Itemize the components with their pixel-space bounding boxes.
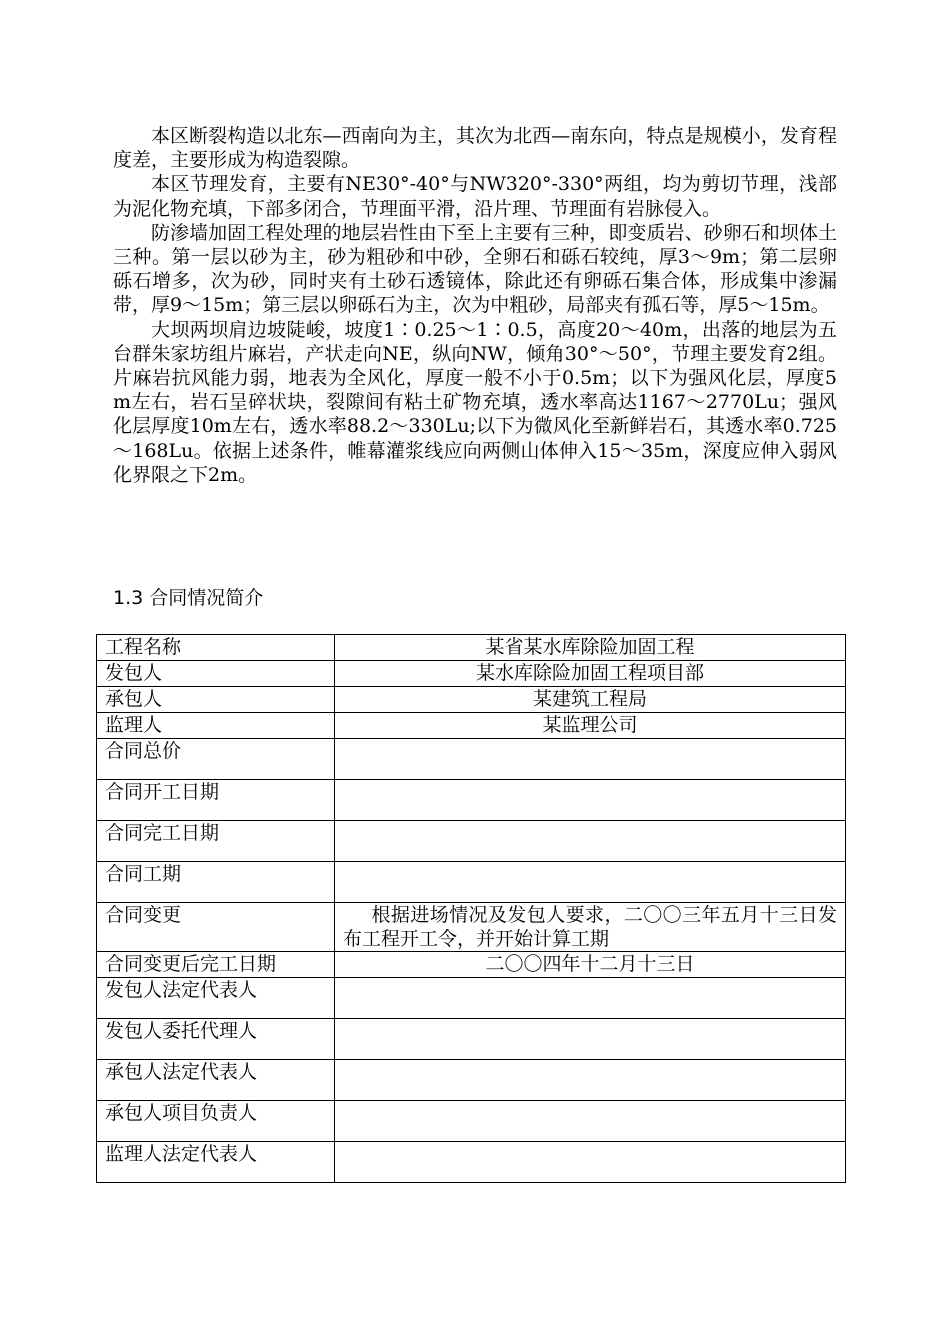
paragraph-faults: 本区断裂构造以北东—西南向为主，其次为北西—南东向，特点是规模小，发育程度差，主要形成为构造裂隙。: [113, 125, 837, 172]
row-value: [335, 978, 846, 1019]
table-row: [97, 739, 846, 780]
table-row: [97, 821, 846, 862]
row-label: 合同开工日期: [97, 780, 335, 821]
table-row: [97, 713, 846, 739]
table-row: [97, 903, 846, 952]
row-value: 某水库除险加固工程项目部: [335, 661, 846, 687]
row-label: 发包人: [97, 661, 335, 687]
row-value: 某建筑工程局: [335, 687, 846, 713]
row-label: 合同总价: [97, 739, 335, 780]
row-value: [335, 739, 846, 780]
row-label: 承包人: [97, 687, 335, 713]
row-value: 根据进场情况及发包人要求，二〇〇三年五月十三日发布工程开工令，并开始计算工期: [335, 903, 846, 952]
row-label: 承包人项目负责人: [97, 1101, 335, 1142]
row-value: [335, 1101, 846, 1142]
row-label: 承包人法定代表人: [97, 1060, 335, 1101]
row-value: [335, 1060, 846, 1101]
row-label: 工程名称: [97, 635, 335, 661]
table-row: [97, 978, 846, 1019]
paragraph-strata: 防渗墙加固工程处理的地层岩性由下至上主要有三种，即变质岩、砂卵石和坝体土三种。第一层以砂为主，砂为粗砂和中砂，全卵石和砾石较纯，厚3～9m；第二层卵砾石增多，次为砂，同时夹有土砂石透镜体，除此还有卵砾石集合体，形成集中渗漏带，厚9～15m；第三层以卵砾石为主，次为中粗砂，局部夹有孤石等，厚5～15m。: [113, 221, 837, 317]
row-label: 合同变更后完工日期: [97, 952, 335, 978]
table-row: [97, 1101, 846, 1142]
row-label: 监理人: [97, 713, 335, 739]
row-value: [335, 1019, 846, 1060]
table-row: [97, 1142, 846, 1183]
table-row: [97, 780, 846, 821]
row-value: 二〇〇四年十二月十三日: [335, 952, 846, 978]
row-label: 合同工期: [97, 862, 335, 903]
table-row: [97, 635, 846, 661]
row-value: [335, 821, 846, 862]
paragraph-slopes: 大坝两坝肩边坡陡峻，坡度1∶0.25～1∶0.5，高度20～40m，出落的地层为五台群朱家坊组片麻岩，产状走向NE，纵向NW，倾角30°～50°，节理主要发育2组。片麻岩抗风能力弱，地表为全风化，厚度一般不小于0.5m；以下为强风化层，厚度5m左右，岩石呈碎状块，裂隙间有粘土矿物充填，透水率高达1167～2770Lu；强风化层厚度10m左右，透水率88.2～330Lu;以下为微风化至新鲜岩石，其透水率0.725～168Lu。依据上述条件，帷幕灌浆线应向两侧山体伸入15～35m，深度应伸入弱风化界限之下2m。: [113, 318, 837, 486]
table-row: [97, 952, 846, 978]
table-row: [97, 1019, 846, 1060]
row-label: 发包人委托代理人: [97, 1019, 335, 1060]
row-value: [335, 862, 846, 903]
row-value: 某省某水库除险加固工程: [335, 635, 846, 661]
table-row: [97, 687, 846, 713]
contract-table: [96, 634, 846, 1183]
row-label: 发包人法定代表人: [97, 978, 335, 1019]
section-heading: 1.3 合同情况简介: [113, 587, 264, 609]
row-label: 合同完工日期: [97, 821, 335, 862]
row-value: [335, 1142, 846, 1183]
table-row: [97, 661, 846, 687]
row-label: 监理人法定代表人: [97, 1142, 335, 1183]
row-label: 合同变更: [97, 903, 335, 952]
row-value: 某监理公司: [335, 713, 846, 739]
paragraph-joints: 本区节理发育，主要有NE30°-40°与NW320°-330°两组，均为剪切节理，浅部为泥化物充填，下部多闭合，节理面平滑，沿片理、节理面有岩脉侵入。: [113, 173, 837, 220]
table-row: [97, 1060, 846, 1101]
row-value: [335, 780, 846, 821]
table-row: [97, 862, 846, 903]
body-text: [113, 124, 837, 487]
